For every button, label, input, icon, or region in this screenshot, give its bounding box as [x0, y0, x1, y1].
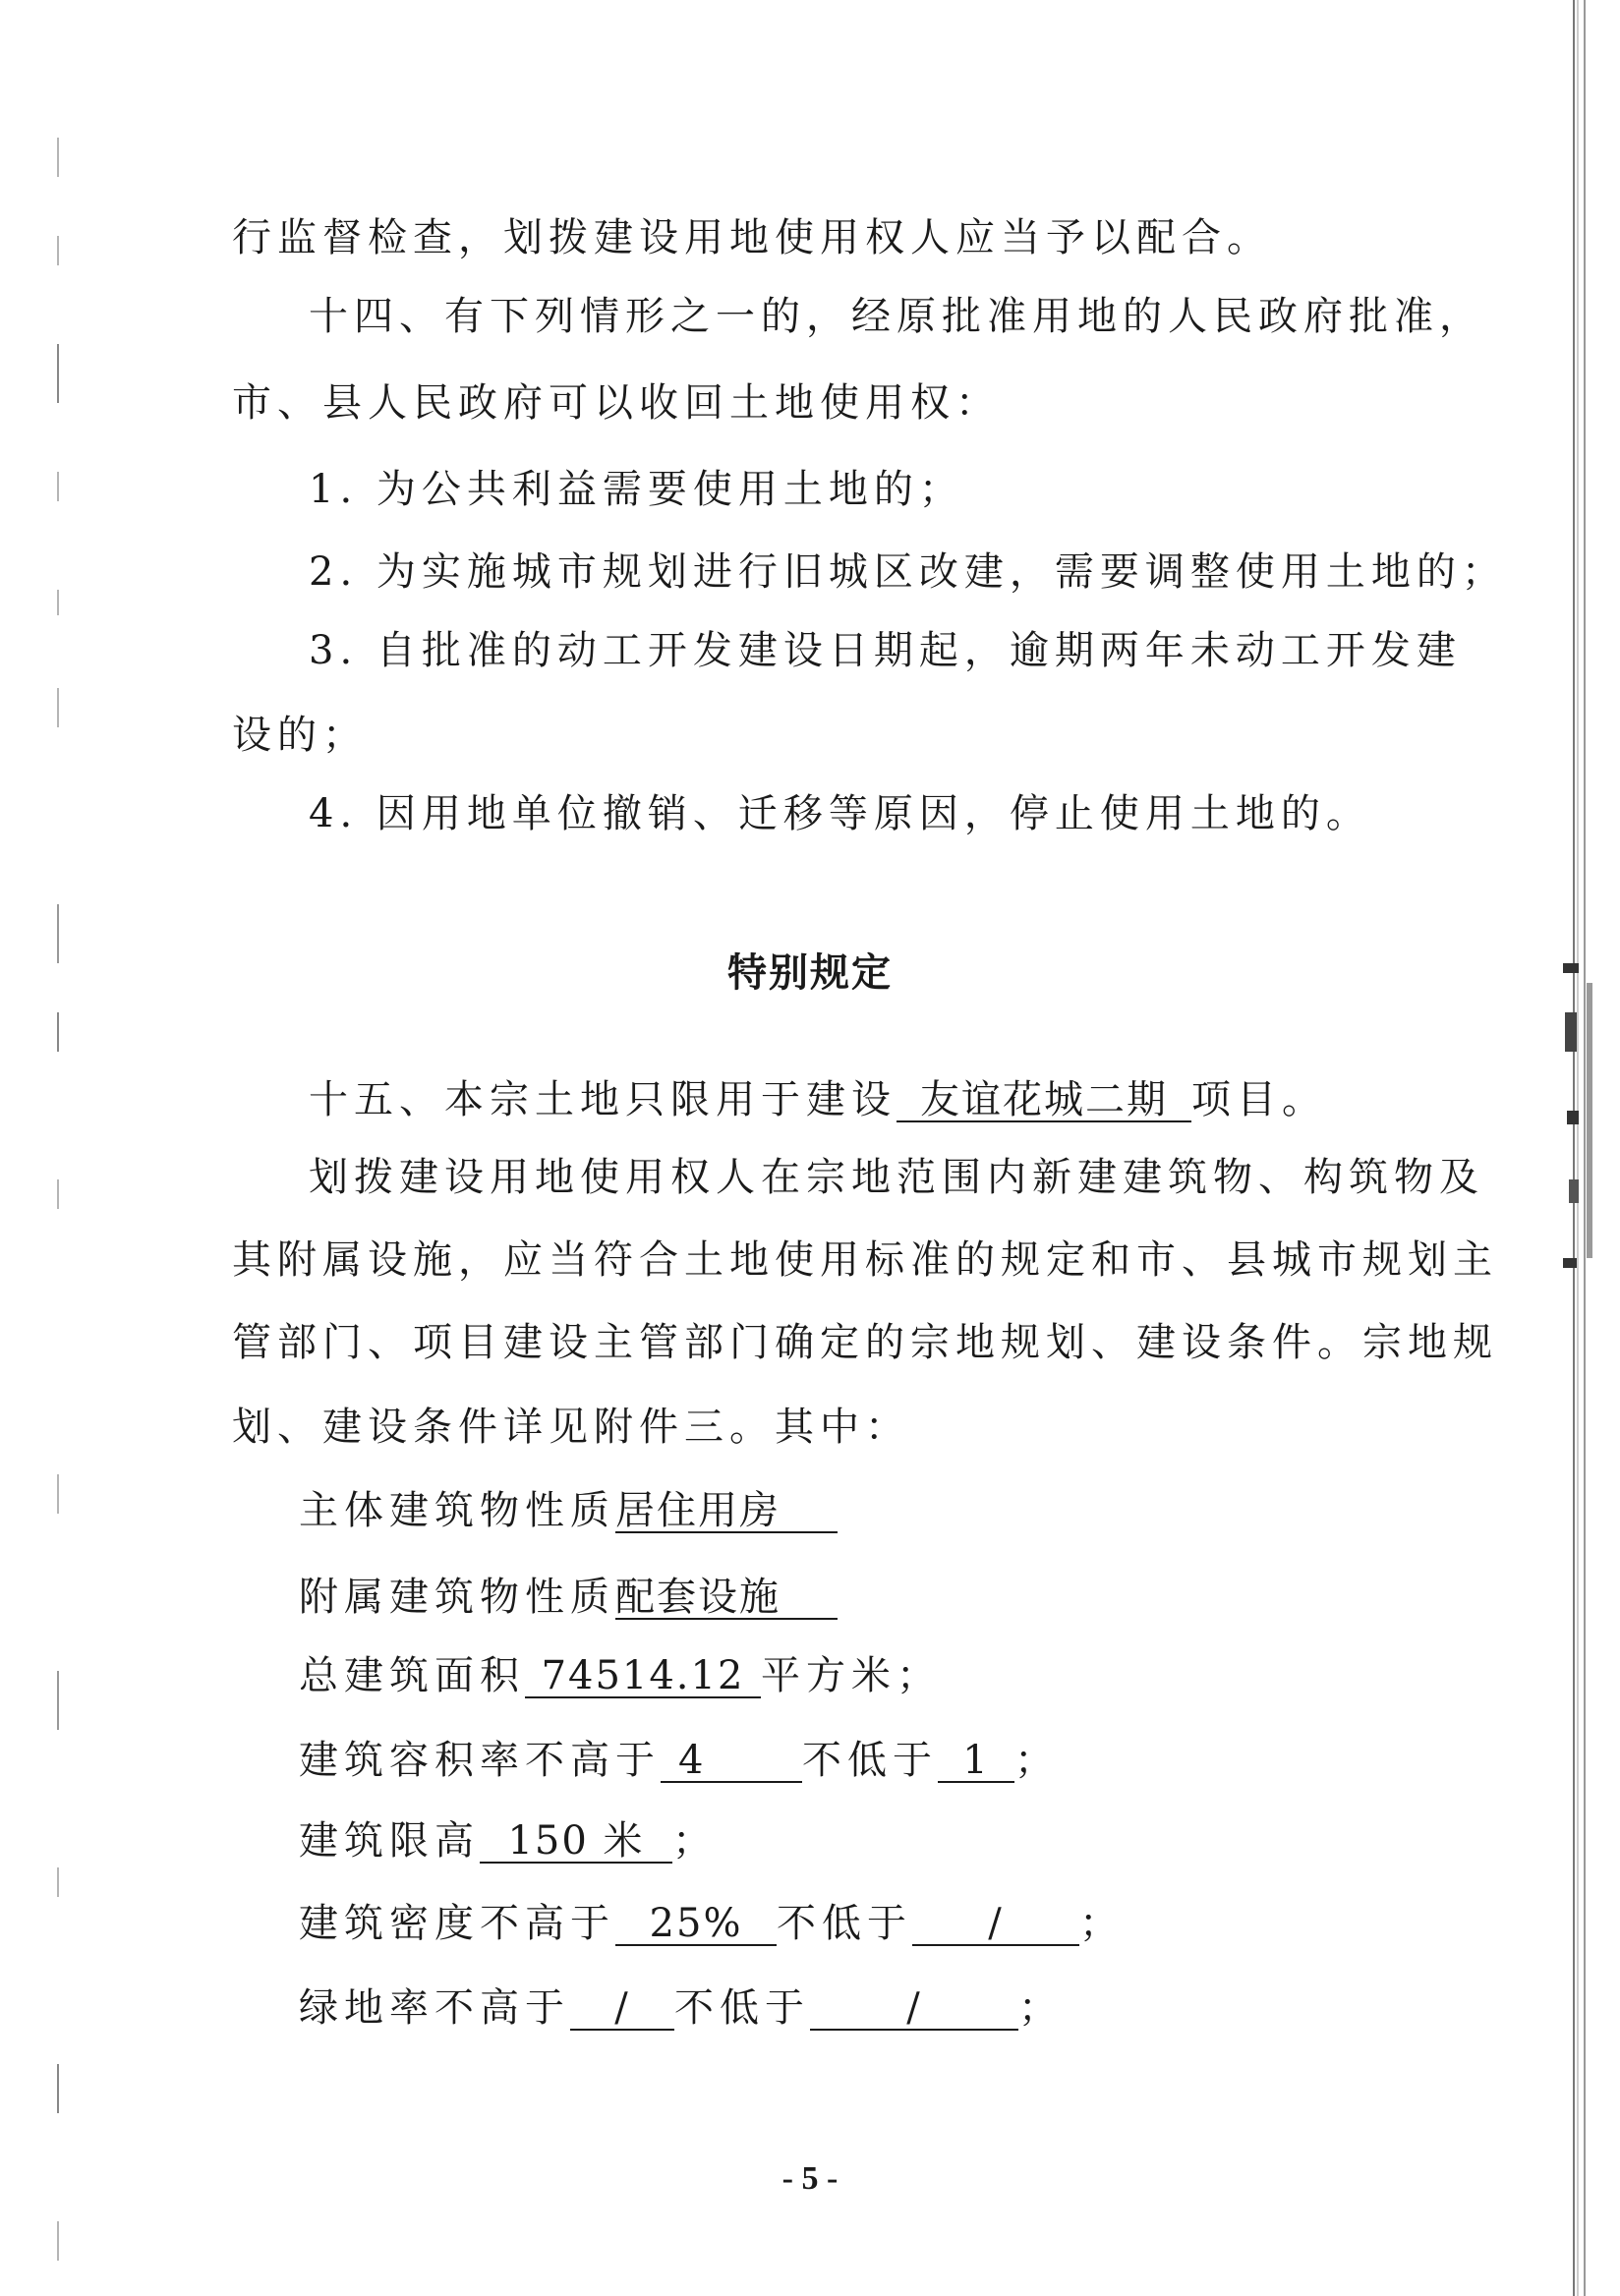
density-min-label: 不低于	[777, 1901, 912, 1946]
field-floor-area	[299, 1655, 942, 1698]
list-item-2: 2. 为实施城市规划进行旧城区改建，需要调整使用土地的；	[309, 549, 1507, 595]
density-label: 建筑密度不高于	[299, 1901, 615, 1946]
para-line-2: 其附属设施，应当符合土地使用标准的规定和市、县城市规划主	[232, 1237, 1498, 1283]
aux-value: 配套设施	[615, 1577, 838, 1620]
far-semicolon: ；	[1014, 1738, 1060, 1783]
aux-label: 附属建筑物性质	[299, 1575, 615, 1620]
height-value: 150 米	[480, 1820, 672, 1864]
density-max: 25%	[615, 1903, 777, 1946]
text-line-1: 行监督检查，划拨建设用地使用权人应当予以配合。	[232, 215, 1272, 260]
list-item-1: 1. 为公共利益需要使用土地的；	[309, 467, 964, 512]
clause-15-suffix: 项目。	[1191, 1077, 1327, 1122]
density-min: /	[912, 1903, 1079, 1946]
height-semicolon: ；	[672, 1818, 718, 1864]
field-aux-building	[299, 1577, 838, 1620]
para-line-1: 划拨建设用地使用权人在宗地范围内新建建筑物、构筑物及	[309, 1155, 1484, 1200]
main-label: 主体建筑物性质	[299, 1488, 615, 1533]
field-far	[299, 1740, 1060, 1783]
list-item-3-cont: 设的；	[232, 713, 368, 758]
para-line-3: 管部门、项目建设主管部门确定的宗地规划、建设条件。宗地规	[232, 1320, 1498, 1365]
field-main-building	[299, 1490, 838, 1533]
density-semicolon: ；	[1079, 1901, 1125, 1946]
area-unit: 平方米；	[761, 1653, 942, 1698]
clause-15-prefix: 十五、本宗土地只限用于建设	[309, 1077, 897, 1122]
list-item-4: 4. 因用地单位撤销、迁移等原因，停止使用土地的。	[309, 791, 1371, 836]
area-value: 74514.12	[525, 1655, 761, 1698]
far-min: 1	[938, 1740, 1014, 1783]
green-label: 绿地率不高于	[299, 1985, 570, 2031]
para-line-4: 划、建设条件详见附件三。其中：	[232, 1405, 910, 1450]
field-density	[299, 1903, 1125, 1946]
clause-15	[309, 1079, 1327, 1122]
green-semicolon: ；	[1018, 1985, 1064, 2031]
far-min-label: 不低于	[802, 1738, 938, 1783]
green-min: /	[810, 1987, 1018, 2031]
green-min-label: 不低于	[674, 1985, 810, 2031]
height-label: 建筑限高	[299, 1818, 480, 1864]
page-number: - 5 -	[781, 2160, 839, 2197]
project-name: 友谊花城二期	[897, 1079, 1191, 1122]
field-height-limit	[299, 1820, 718, 1864]
area-label: 总建筑面积	[299, 1653, 525, 1698]
main-value: 居住用房	[615, 1490, 838, 1533]
field-green-rate	[299, 1987, 1064, 2031]
text-line-3: 市、县人民政府可以收回土地使用权：	[232, 380, 1001, 426]
section-heading: 特别规定	[727, 950, 893, 996]
text-line-2: 十四、有下列情形之一的，经原批准用地的人民政府批准，	[309, 294, 1484, 339]
far-label: 建筑容积率不高于	[299, 1738, 661, 1783]
far-max: 4	[661, 1740, 802, 1783]
list-item-3: 3. 自批准的动工开发建设日期起，逾期两年未动工开发建	[309, 628, 1462, 673]
green-max: /	[570, 1987, 674, 2031]
